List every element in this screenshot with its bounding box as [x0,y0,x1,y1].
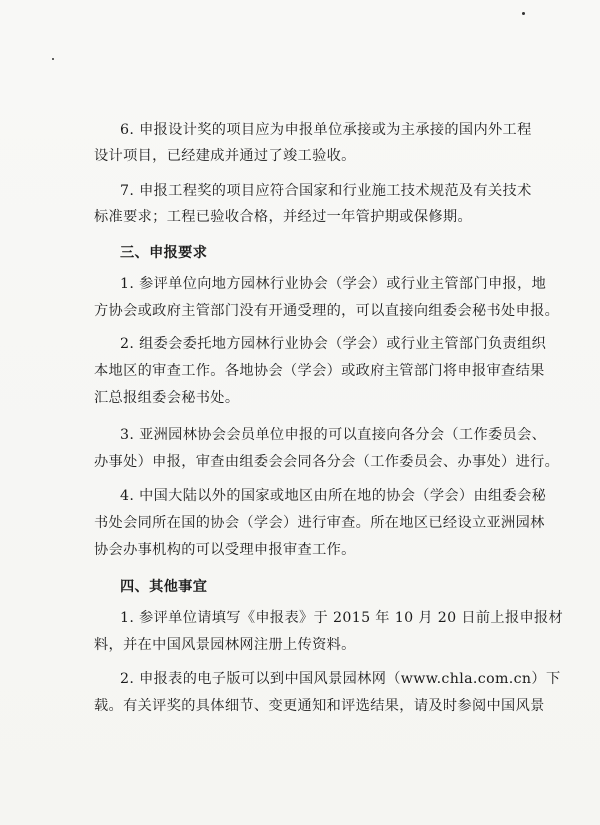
section-3-p2-line-3: 汇总报组委会秘书处。 [94,390,240,406]
section-4-p2-line-1: 2. 申报表的电子版可以到中国风景园林网（www.chla.com.cn）下 [120,671,561,687]
section-4-title: 四、其他事宜 [120,579,208,595]
section-3-p2-line-1: 2. 组委会委托地方园林行业协会（学会）或行业主管部门负责组织 [120,336,547,352]
section-3-p4-line-2: 书处会同所在国的协会（学会）进行审查。所在地区已经设立亚洲园林 [94,515,545,531]
section-3-p3-line-1: 3. 亚洲园林协会会员单位申报的可以直接向各分会（工作委员会、 [120,427,547,443]
section-3-p3-line-2: 办事处）申报，审查由组委会会同各分会（工作委员会、办事处）进行。 [94,454,560,470]
scan-speck [522,12,525,15]
section-3-p2-line-2: 本地区的审查工作。各地协会（学会）或政府主管部门将申报审查结果 [94,363,545,379]
section-4-p1-line-2: 料，并在中国风景园林网注册上传资料。 [94,637,356,653]
item-6-line-1: 6. 申报设计奖的项目应为申报单位承接或为主承接的国内外工程 [120,122,532,138]
section-3-p1-line-1: 1. 参评单位向地方园林行业协会（学会）或行业主管部门申报，地 [120,276,547,292]
section-4-p1-line-1: 1. 参评单位请填写《申报表》于 2015 年 10 月 20 日前上报申报材 [120,610,564,626]
item-7-line-2: 标准要求；工程已验收合格，并经过一年管护期或保修期。 [94,209,472,225]
section-3-p4-line-3: 协会办事机构的可以受理申报审查工作。 [94,542,356,558]
section-3-p1-line-2: 方协会或政府主管部门没有开通受理的，可以直接向组委会秘书处申报。 [94,303,560,319]
item-6-line-2: 设计项目，已经建成并通过了竣工验收。 [94,148,356,164]
scan-speck [52,58,54,60]
section-3-p4-line-1: 4. 中国大陆以外的国家或地区由所在地的协会（学会）由组委会秘 [120,488,547,504]
item-7-line-1: 7. 申报工程奖的项目应符合国家和行业施工技术规范及有关技术 [120,183,532,199]
section-3-title: 三、申报要求 [120,245,208,261]
section-4-p2-line-2: 载。有关评奖的具体细节、变更通知和评选结果，请及时参阅中国风景 [94,698,545,714]
